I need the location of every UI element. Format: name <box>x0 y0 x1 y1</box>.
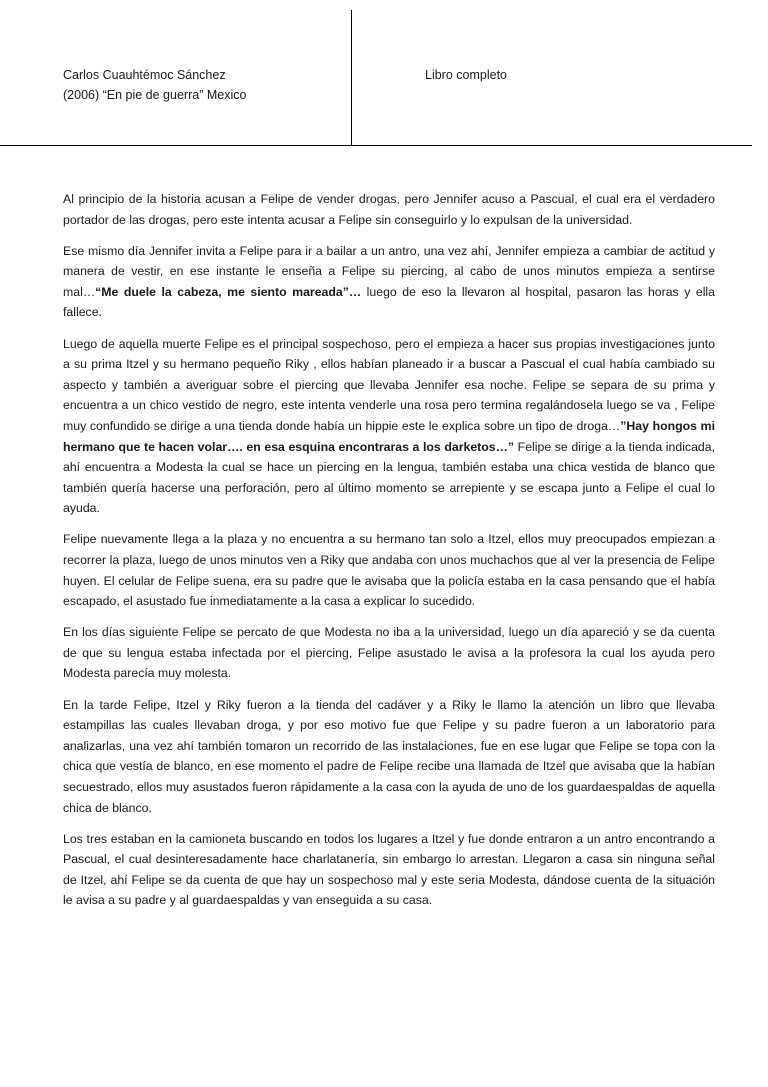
paragraph-1: Al principio de la historia acusan a Felipe de vender drogas, pero Jennifer acuso a Pascual, el cual era el verdadero portador de las drogas, pero este intenta acusar a Felipe sin conseguirlo y lo expulsan de la universidad. <box>63 192 715 227</box>
paragraph-3: Luego de aquella muerte Felipe es el principal sospechoso, pero el empieza a hacer sus propias investigaciones junto a su prima Itzel y su hermano pequeño Riky , ellos habían planeado ir a buscar a Pascual el cual había cambiado su aspecto y también a averiguar sobre el piercing que llevaba Jennifer esa noche. Felipe se separa de su prima y encuentra a un chico vestido de negro, este intenta venderle una rosa pero termina regalándosela luego se va , Felipe muy confundido se dirige a una tienda donde había un hippie este le explica sobre un tipo de droga…”Hay hongos mi hermano que te hacen volar…. en esa esquina encontraras a los darketos…” Felipe se dirige a la tienda indicada, ahí encuentra a Modesta la cual se hace un piercing en la lengua, también estaba una chica vestida de blanco que también quería hacerse una perforación, pero al último momento se arrepiente y se escapa junto a Felipe el cual lo ayuda. <box>63 336 716 516</box>
paragraph-4: Felipe nuevamente llega a la plaza y no encuentra a su hermano tan solo a Itzel, ellos muy preocupados empiezan a recorrer la plaza, luego de unos minutos ven a Riky que andaba con unos muchachos que al ver la presencia de Felipe huyen. El celular de Felipe suena, era su padre que le avisaba que la policía estaba en la casa pensando que el había escapado, el asustado fue inmediatamente a la casa a explicar lo sucedido. <box>63 532 715 609</box>
header-author: Carlos Cuauhtémoc Sánchez <box>63 68 226 82</box>
paragraph-6: En la tarde Felipe, Itzel y Riky fueron a la tienda del cadáver y a Riky le llamo la atención un libro que llevaba estampillas las cuales llevaban droga, y por eso motivo fue que Felipe y su padre fueron a un laboratorio para analizarlas, una vez ahí también tomaron un recorrido de las instalaciones, fue en ese lugar que Felipe se topa con la chica que vestía de blanco, en ese momento el padre de Felipe recibe una llamada de Itzel que avisaba que la habían secuestrado, ellos muy asustados fueron rápidamente a la casa con la ayuda de uno de los guardaespaldas de aquella chica de blanco. <box>63 697 715 815</box>
body-text <box>63 189 715 922</box>
header-label: Libro completo <box>425 68 507 82</box>
header-citation: (2006) “En pie de guerra” Mexico <box>63 88 247 102</box>
paragraph-2: Ese mismo día Jennifer invita a Felipe para ir a bailar a un antro, una vez ahí, Jennifer empieza a cambiar de actitud y manera de vestir, en ese instante le enseña a Felipe su piercing, al cabo de unos minutos empieza a sentirse mal…“Me duele la cabeza, me siento mareada”… luego de eso la llevaron al hospital, pasaron las horas y ella fallece. <box>63 243 715 320</box>
header-horizontal-divider <box>0 145 752 146</box>
header-vertical-divider <box>351 10 352 146</box>
quote-bold: ”Hay hongos mi hermano que te hacen volar…. en esa esquina encontraras a los darketos…” <box>63 418 715 454</box>
paragraph-5: En los días siguiente Felipe se percato de que Modesta no iba a la universidad, luego un día apareció y se da cuenta de que su lengua estaba infectada por el piercing, Felipe asustado le avisa a la profesora la cual los ayuda pero Modesta parecía muy molesta. <box>63 625 715 681</box>
quote-bold: “Me duele la cabeza, me siento mareada”… <box>95 284 362 299</box>
paragraph-7: Los tres estaban en la camioneta buscando en todos los lugares a Itzel y fue donde entraron a un antro encontrando a Pascual, el cual desinteresadamente hace charlatanería, sin embargo lo arrestan. Llegaron a casa sin ninguna señal de Itzel, ahí Felipe se da cuenta de que hay un sospechoso mal y este seria Modesta, dándose cuenta de la situación le avisa a su padre y al guardaespaldas y van enseguida a su casa. <box>63 831 715 908</box>
header-left-block <box>63 65 246 105</box>
